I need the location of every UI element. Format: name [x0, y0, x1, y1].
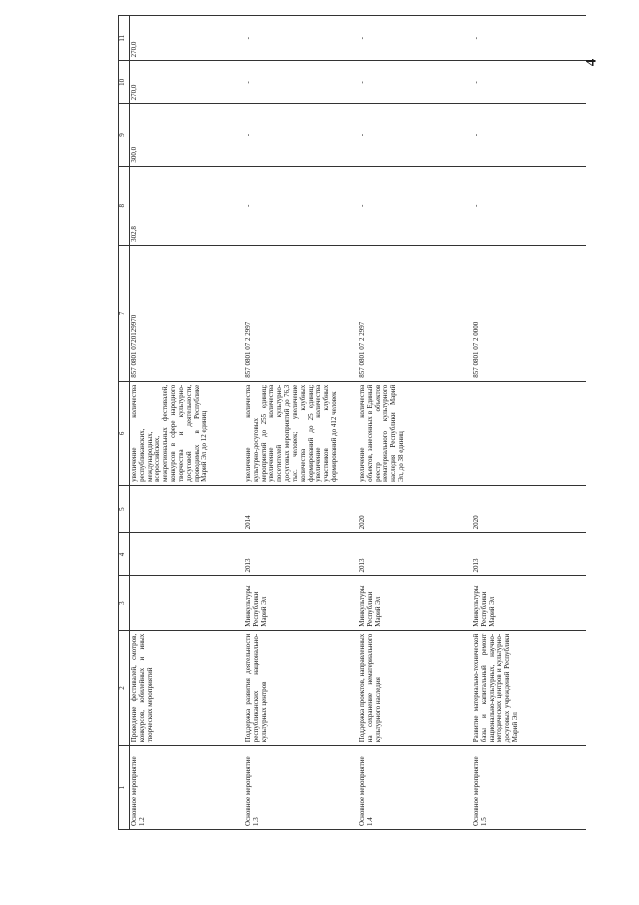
measure-description: Поддержка проектов, направленных на сохранение нематериального культурного наследия	[358, 630, 472, 745]
expected-result: увеличение количества объектов, занесенных в Единый реестр объектов нематериального культурного наследия Республики Марий Эл, до 38 единиц	[358, 381, 472, 485]
amount-col10: 270,0	[130, 61, 245, 104]
header-cell: 4	[119, 533, 130, 576]
amount-col8: -	[358, 166, 472, 245]
amount-col8: 302,8	[130, 166, 245, 245]
budget-code: 857 0801 07 2 2997	[358, 245, 472, 381]
budget-code: 857 0801 07 2 0000	[472, 245, 586, 381]
program-measures-table	[118, 15, 586, 830]
measure-name: Основное мероприятие 1.4	[358, 746, 472, 830]
executor: Минкультуры Республики Марий Эл	[244, 576, 358, 630]
end-year: 2014	[244, 485, 358, 533]
measure-description: Поддержка развития деятельности республиканских национально-культурных центров	[244, 630, 358, 745]
amount-col9: -	[244, 104, 358, 166]
measure-name: Основное мероприятие 1.3	[244, 746, 358, 830]
executor	[130, 576, 245, 630]
measure-name: Основное мероприятие 1.2	[130, 746, 245, 830]
header-cell: 3	[119, 576, 130, 630]
header-cell: 2	[119, 630, 130, 745]
amount-col8: -	[244, 166, 358, 245]
end-year: 2020	[472, 485, 586, 533]
header-cell: 1	[119, 746, 130, 830]
amount-col9: -	[472, 104, 586, 166]
amount-col11: -	[358, 16, 472, 61]
amount-col10: -	[472, 61, 586, 104]
header-cell: 7	[119, 245, 130, 381]
header-cell: 11	[119, 16, 130, 61]
amount-col11: -	[472, 16, 586, 61]
page-number: 4	[583, 58, 600, 67]
expected-result	[472, 381, 586, 485]
end-year	[130, 485, 245, 533]
header-cell: 10	[119, 61, 130, 104]
table-row	[244, 16, 358, 830]
amount-col8: -	[472, 166, 586, 245]
measure-description: Развитие материально-технической базы и капитальный ремонт национально-культурных, научно-методических центров и культурно-досуговых учреждений Республики Марий Эл	[472, 630, 586, 745]
executor: Минкультуры Республики Марий Эл	[472, 576, 586, 630]
start-year: 2013	[472, 533, 586, 576]
amount-col10: -	[358, 61, 472, 104]
header-cell: 8	[119, 166, 130, 245]
executor: Минкультуры Республики Марий Эл	[358, 576, 472, 630]
header-cell: 9	[119, 104, 130, 166]
table-row	[472, 16, 586, 830]
start-year: 2013	[244, 533, 358, 576]
amount-col9: 300,0	[130, 104, 245, 166]
table-row	[130, 16, 245, 830]
amount-col10: -	[244, 61, 358, 104]
table-header-row	[119, 16, 130, 830]
budget-code: 857 0801 0720129970	[130, 245, 245, 381]
measure-description: Проведение фестивалей, смотров, конкурсов, юбилейных и иных творческих мероприятий	[130, 630, 245, 745]
start-year: 2013	[358, 533, 472, 576]
header-cell: 6	[119, 381, 130, 485]
end-year: 2020	[358, 485, 472, 533]
expected-result: увеличение количества культурно-досуговых мероприятий до 255 единиц; увеличение количества посетителей культурно-досуговых мероприятий до 76,3 тыс. человек; увеличение количества клубных формирований до 25 единиц; увеличение количества участников клубных формирований до 412 человек	[244, 381, 358, 485]
budget-code: 857 0801 07 2 2997	[244, 245, 358, 381]
amount-col11: 270,0	[130, 16, 245, 61]
measure-name: Основное мероприятие 1.5	[472, 746, 586, 830]
start-year	[130, 533, 245, 576]
amount-col9: -	[358, 104, 472, 166]
rotated-table-container	[118, 15, 523, 830]
header-cell: 5	[119, 485, 130, 533]
table-row	[358, 16, 472, 830]
amount-col11: -	[244, 16, 358, 61]
expected-result: увеличение количества республиканских, международных, всероссийских, межрегиональных фестивалей, конкурсов в сфере народного творчества и культурно-досуговой деятельности, проводимых в Республике Марий Эл до 12 единиц	[130, 381, 245, 485]
